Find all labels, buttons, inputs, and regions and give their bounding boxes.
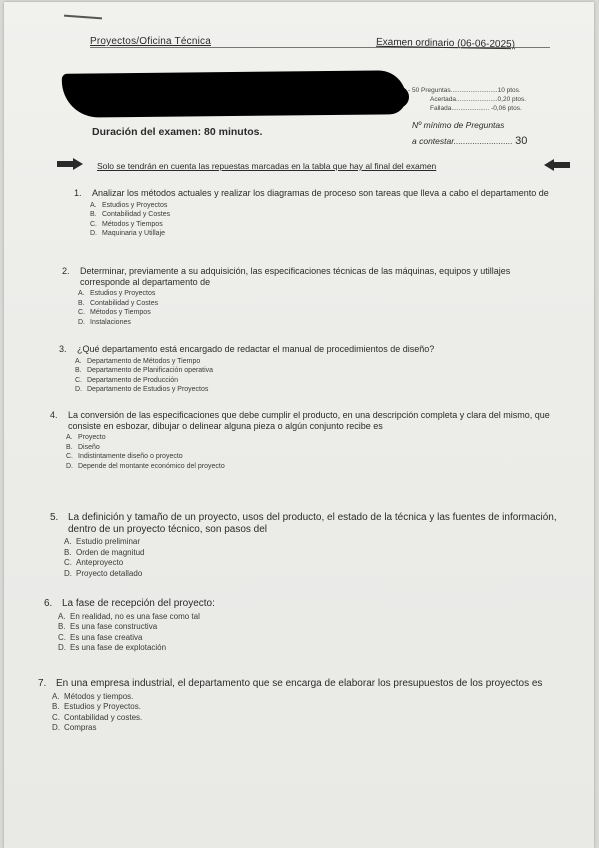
question-number: 5. [50,512,59,523]
option-text: Contabilidad y Costes [102,211,171,218]
redacted-block-tail [304,86,409,108]
minimum-questions [412,120,527,147]
question-text: En una empresa industrial, el departamento que se encarga de elaborar los presupuestos de los proyectos es [56,678,543,689]
question-stem [59,344,549,355]
scoring-questions: - 50 Preguntas..........................10 ptos. [408,87,521,94]
option-text: Departamento de Planificación operativa [87,367,214,374]
exam-sheet [4,2,594,848]
option-letter: B. [90,211,97,218]
answer-option [58,622,564,633]
option-letter: D. [78,318,85,326]
option-letter: A. [58,611,66,621]
option-letter: A. [52,691,60,701]
scoring-info [408,86,526,113]
option-text: Anteproyecto [76,558,124,567]
question-number: 2. [62,266,70,276]
question-text: La conversión de las especificaciones que debe cumplir el producto, en una descripción completa y clara del mismo, que consiste en esbozar, dibujar o delinear alguna pieza o algún conjunto recibe es [68,410,550,431]
option-letter: C. [75,376,82,384]
option-letter: D. [66,462,73,470]
option-text: Es una fase constructiva [70,622,158,631]
answer-options [58,612,564,654]
option-letter: B. [64,547,72,557]
option-letter: D. [75,386,82,393]
question-1 [74,188,554,239]
option-letter: C. [52,712,60,722]
answer-option [90,201,554,211]
question-text: La fase de recepción del proyecto: [62,598,215,609]
question-6 [44,598,564,654]
pen-mark [64,15,102,20]
question-number: 6. [44,598,53,609]
option-text: Instalaciones [90,318,131,326]
option-letter: D. [58,643,66,652]
question-stem [74,188,554,199]
answer-options [75,357,549,395]
question-stem [44,598,564,610]
answer-options [66,433,565,471]
option-text: Métodos y Tiempos [102,220,163,228]
answer-option [52,702,578,713]
answer-option [52,713,578,724]
question-number: 1. [74,188,82,198]
option-letter: B. [78,299,85,307]
answer-option [75,385,549,395]
arrow-left-icon [544,159,570,171]
answer-option [90,210,554,220]
option-text: Métodos y Tiempos [90,309,151,316]
option-letter: B. [52,702,60,711]
answer-option [64,569,575,580]
question-7 [38,678,578,734]
answer-options [78,289,542,327]
option-text: Es una fase de explotación [70,643,167,652]
question-text: Analizar los métodos actuales y realizar los diagramas de proceso son tareas que lleva a cabo el departamento de [92,188,549,198]
option-text: Estudios y Proyectos [102,201,168,209]
question-stem [62,266,542,287]
question-3 [59,344,549,395]
option-letter: B. [58,622,66,631]
answer-option [75,366,549,376]
answer-option [52,723,578,734]
minimum-label-2: a contestar......................... [412,136,513,146]
minimum-value: 30 [515,135,528,147]
question-text: ¿Qué departamento está encargado de redactar el manual de procedimientos de diseño? [77,344,435,354]
option-text: Estudios y Proyectos. [64,702,141,711]
option-letter: C. [90,220,97,228]
option-letter: A. [78,290,85,297]
minimum-label: Nº mínimo de Preguntas [412,120,505,130]
option-letter: C. [78,309,85,316]
scoring-wrong: Fallada..................... -0,06 ptos. [430,105,522,112]
option-letter: A. [75,357,82,365]
option-text: Compras [64,723,97,732]
option-letter: A. [66,434,73,441]
option-text: Estudios y Proyectos [90,290,156,297]
option-letter: D. [64,568,72,578]
option-letter: C. [64,558,72,567]
question-number: 4. [50,410,58,420]
option-letter: D. [52,723,60,732]
instructions-notice: Solo se tendrán en cuenta las repuestas marcadas en la tabla que hay al final del examen [97,161,437,171]
option-text: Orden de magnitud [76,547,145,557]
answer-option [66,443,565,453]
question-2 [62,266,542,327]
option-text: Maquinaria y Utillaje [102,230,166,237]
option-text: Métodos y tiempos. [64,691,134,701]
option-text: Contabilidad y costes. [64,712,143,722]
option-letter: B. [66,443,73,451]
answer-options [90,201,554,239]
answer-option [64,548,575,559]
answer-option [75,376,549,386]
answer-option [78,299,542,309]
option-letter: A. [90,201,97,209]
answer-option [90,220,554,230]
answer-option [75,357,549,367]
answer-option [52,692,578,703]
question-stem [38,678,578,690]
option-text: Proyecto detallado [76,568,143,578]
answer-option [90,229,554,239]
option-text: Proyecto [78,434,106,441]
answer-options [52,692,578,734]
question-number: 7. [38,678,47,689]
answer-option [58,633,564,644]
question-number: 3. [59,344,67,354]
option-letter: D. [90,230,97,237]
option-text: Departamento de Métodos y Tiempo [87,357,201,365]
answer-option [78,318,542,328]
exam-title: Examen ordinario (06-06-2025) [375,36,516,51]
answer-option [78,308,542,318]
question-4 [50,410,565,471]
answer-option [58,612,564,623]
option-text: Diseño [78,443,100,451]
option-text: Departamento de Estudios y Proyectos [87,386,209,393]
exam-duration: Duración del examen: 80 minutos. [92,126,263,138]
arrow-right-icon [57,158,83,170]
option-text: En realidad, no es una fase como tal [70,611,200,621]
answer-option [66,462,565,472]
answer-option [64,558,575,569]
option-text: Es una fase creativa [70,632,143,642]
option-text: Depende del montante económico del proyecto [78,462,225,470]
answer-option [66,452,565,462]
option-letter: B. [75,367,82,374]
option-text: Estudio preliminar [76,537,141,546]
question-stem [50,410,565,431]
scoring-correct: Acertada.......................0,20 ptos. [430,96,527,103]
question-text: La definición y tamaño de un proyecto, usos del producto, el estado de la técnica y las fuentes de información, dentro de un proyecto técnico, son pasos del [68,512,557,535]
option-text: Indistintamente diseño o proyecto [78,453,183,460]
question-text: Determinar, previamente a su adquisición, las especificaciones técnicas de las máquinas, equipos y utillajes corresponde al departamento de [80,266,511,287]
question-5 [50,512,575,579]
answer-option [58,643,564,654]
subject-title: Proyectos/Oficina Técnica [90,36,211,47]
option-letter: C. [66,453,73,460]
answer-option [66,433,565,443]
answer-options [64,537,575,579]
question-stem [50,512,575,535]
option-letter: A. [64,537,72,546]
option-letter: C. [58,632,66,642]
option-text: Contabilidad y Costes [90,299,159,307]
option-text: Departamento de Producción [87,376,179,384]
answer-option [78,289,542,299]
answer-option [64,537,575,548]
